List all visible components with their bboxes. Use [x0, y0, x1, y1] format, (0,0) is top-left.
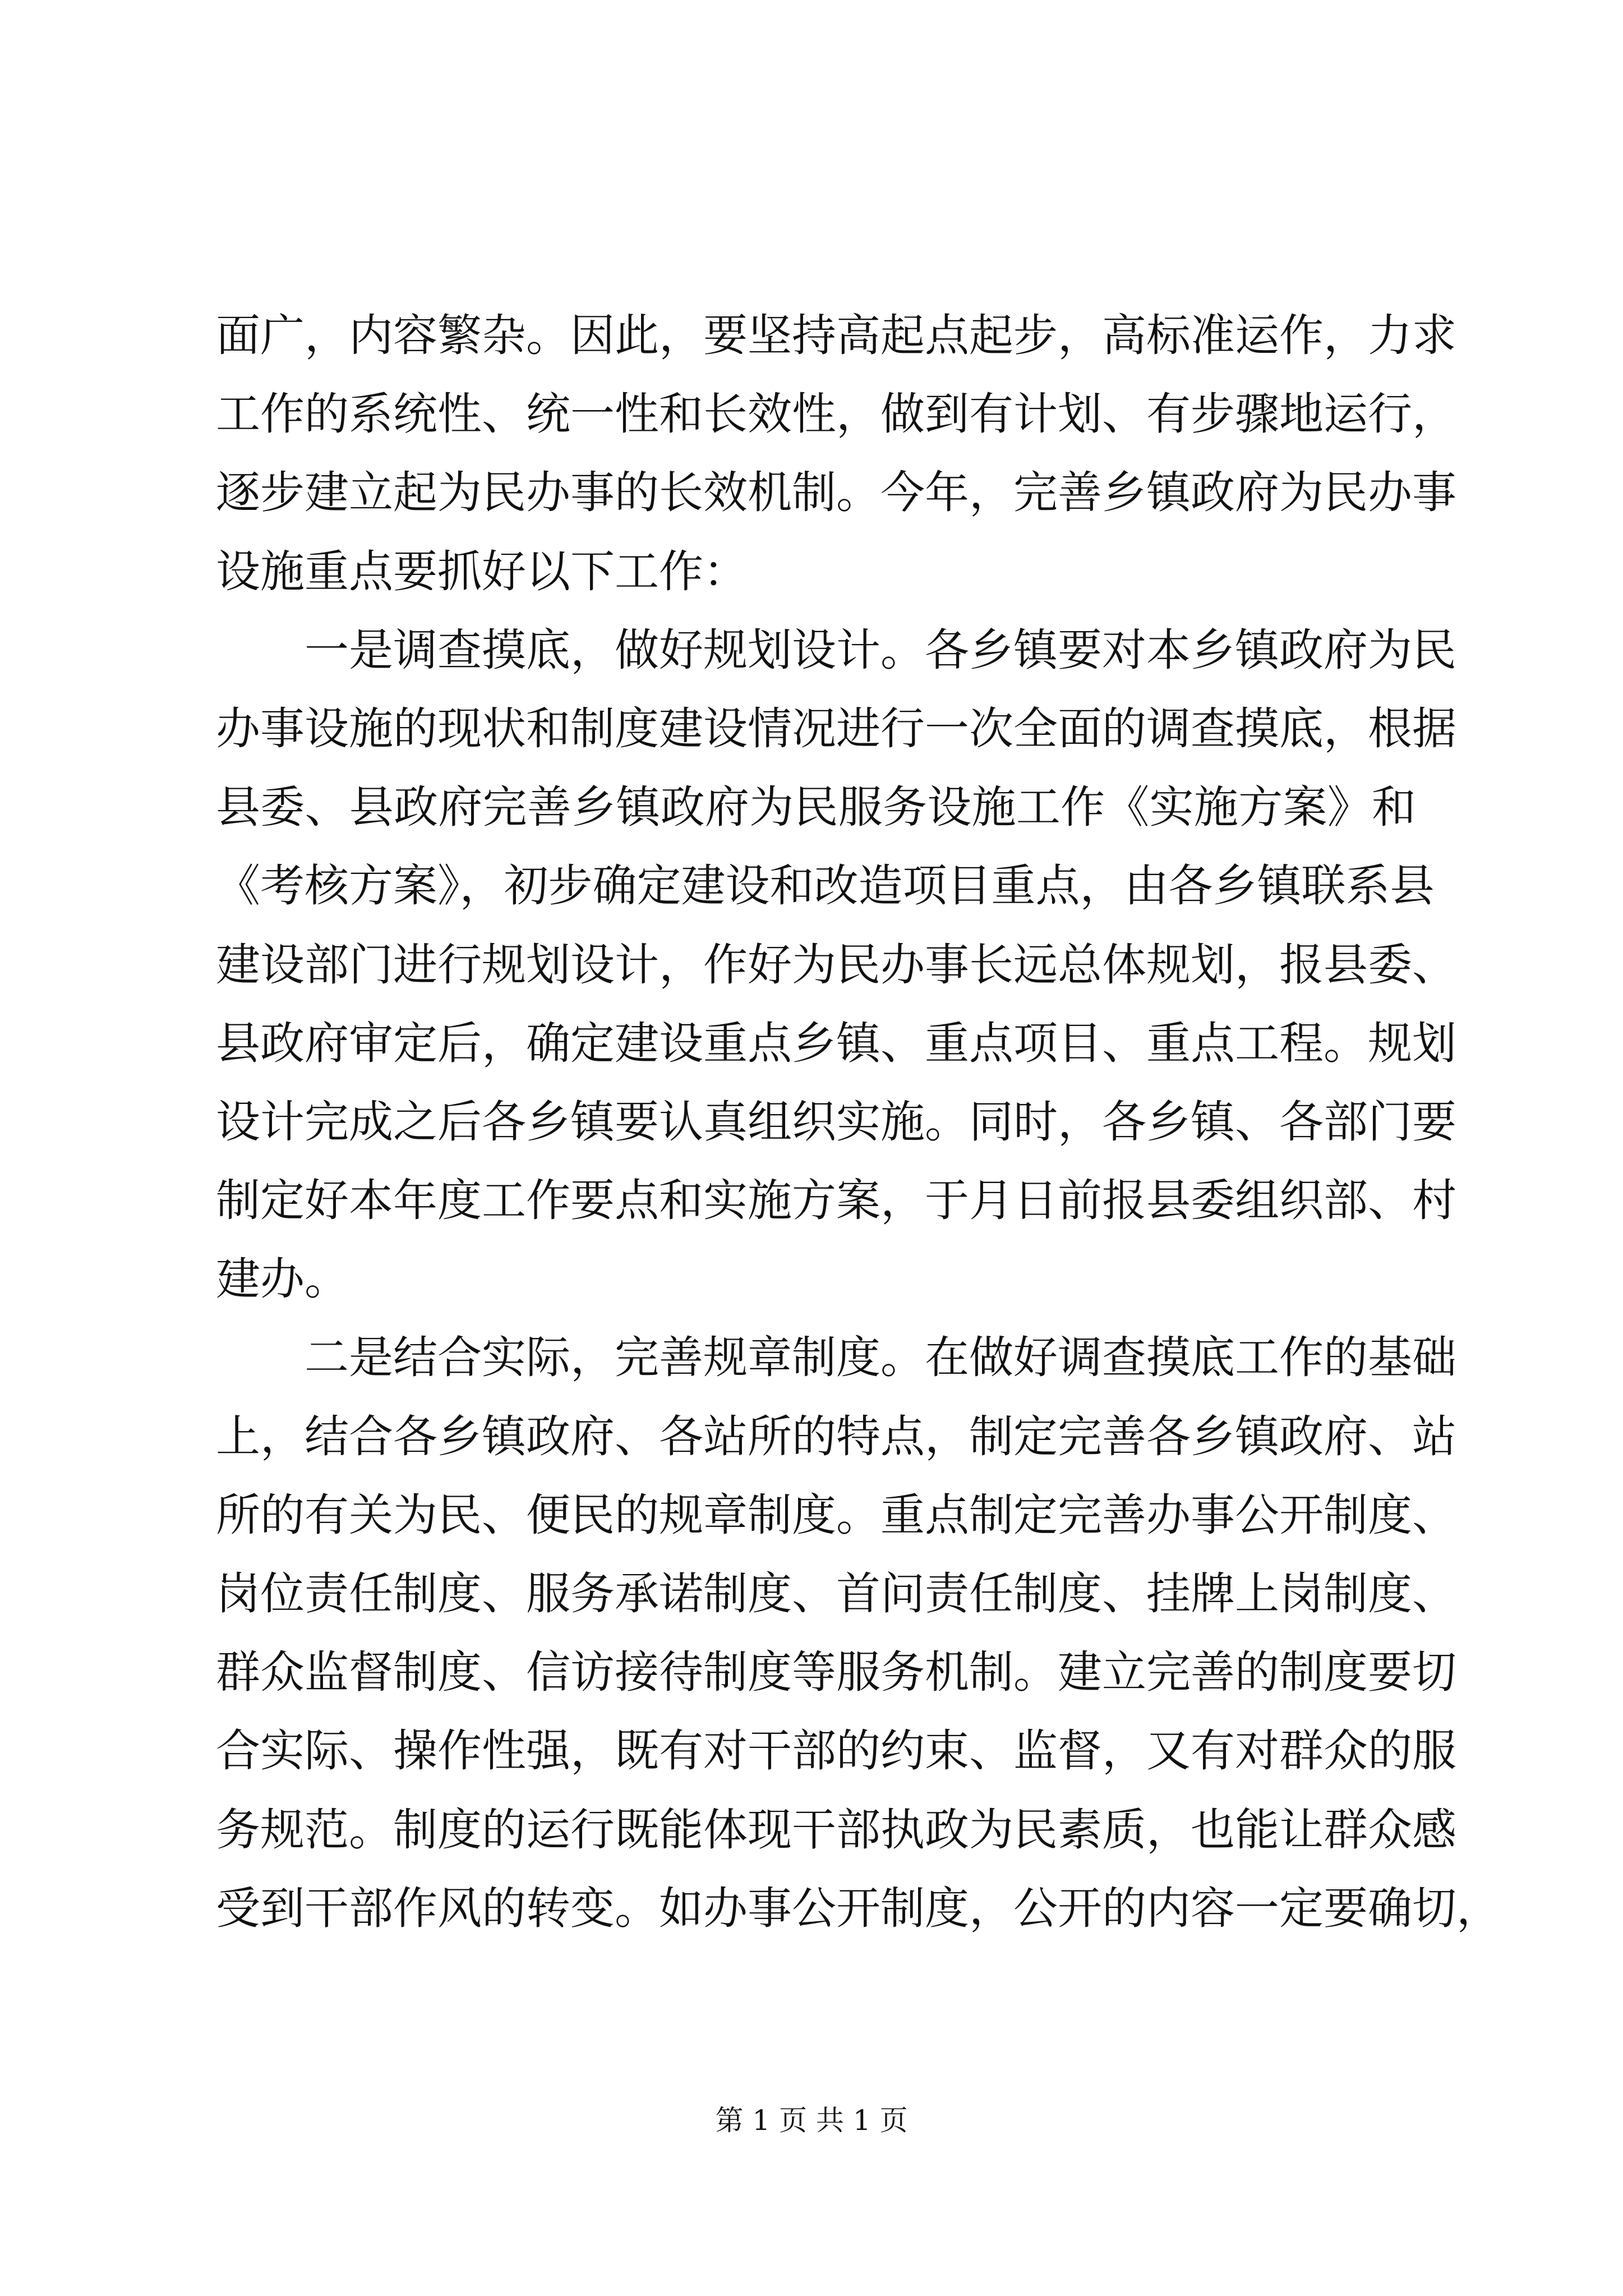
text-line: 上，结合各乡镇政府、各站所的特点，制定完善各乡镇政府、站 [216, 1410, 1456, 1462]
text-line: 制定好本年度工作要点和实施方案，于月日前报县委组织部、村 [216, 1175, 1456, 1227]
text-line: 群众监督制度、信访接待制度等服务机制。建立完善的制度要切 [216, 1646, 1456, 1699]
text-line: 受到干部作风的转变。如办事公开制度，公开的内容一定要确切， [216, 1882, 1501, 1934]
text-line: 二是结合实际，完善规章制度。在做好调查摸底工作的基础 [305, 1332, 1456, 1384]
text-line: 县委、县政府完善乡镇政府为民服务设施工作《实施方案》和 [216, 781, 1416, 834]
page-footer: 第 1 页 共 1 页 [715, 2104, 908, 2137]
text-line: 务规范。制度的运行既能体现干部执政为民素质，也能让群众感 [216, 1803, 1456, 1856]
text-line: 设施重点要抓好以下工作： [216, 545, 748, 597]
text-line: 逐步建立起为民办事的长效机制。今年，完善乡镇政府为民办事 [216, 467, 1456, 519]
text-line: 县政府审定后，确定建设重点乡镇、重点项目、重点工程。规划 [216, 1017, 1456, 1069]
text-line: 建设部门进行规划设计，作好为民办事长远总体规划，报县委、 [216, 938, 1456, 991]
text-line: 一是调查摸底，做好规划设计。各乡镇要对本乡镇政府为民 [305, 624, 1456, 676]
text-line: 合实际、操作性强，既有对干部的约束、监督，又有对群众的服 [216, 1725, 1456, 1777]
text-line: 建办。 [216, 1253, 349, 1305]
text-line: 《考核方案》，初步确定建设和改造项目重点，由各乡镇联系县 [216, 860, 1435, 912]
text-line: 工作的系统性、统一性和长效性，做到有计划、有步骤地运行， [216, 388, 1456, 440]
text-line: 所的有关为民、便民的规章制度。重点制定完善办事公开制度、 [216, 1489, 1456, 1541]
text-line: 办事设施的现状和制度建设情况进行一次全面的调查摸底，根据 [216, 702, 1456, 754]
text-line: 设计完成之后各乡镇要认真组织实施。同时，各乡镇、各部门要 [216, 1096, 1456, 1148]
text-line: 岗位责任制度、服务承诺制度、首问责任制度、挂牌上岗制度、 [216, 1568, 1456, 1619]
body-text [216, 296, 1501, 1948]
text-line: 面广，内容繁杂。因此，要坚持高起点起步，高标准运作，力求 [216, 310, 1456, 361]
